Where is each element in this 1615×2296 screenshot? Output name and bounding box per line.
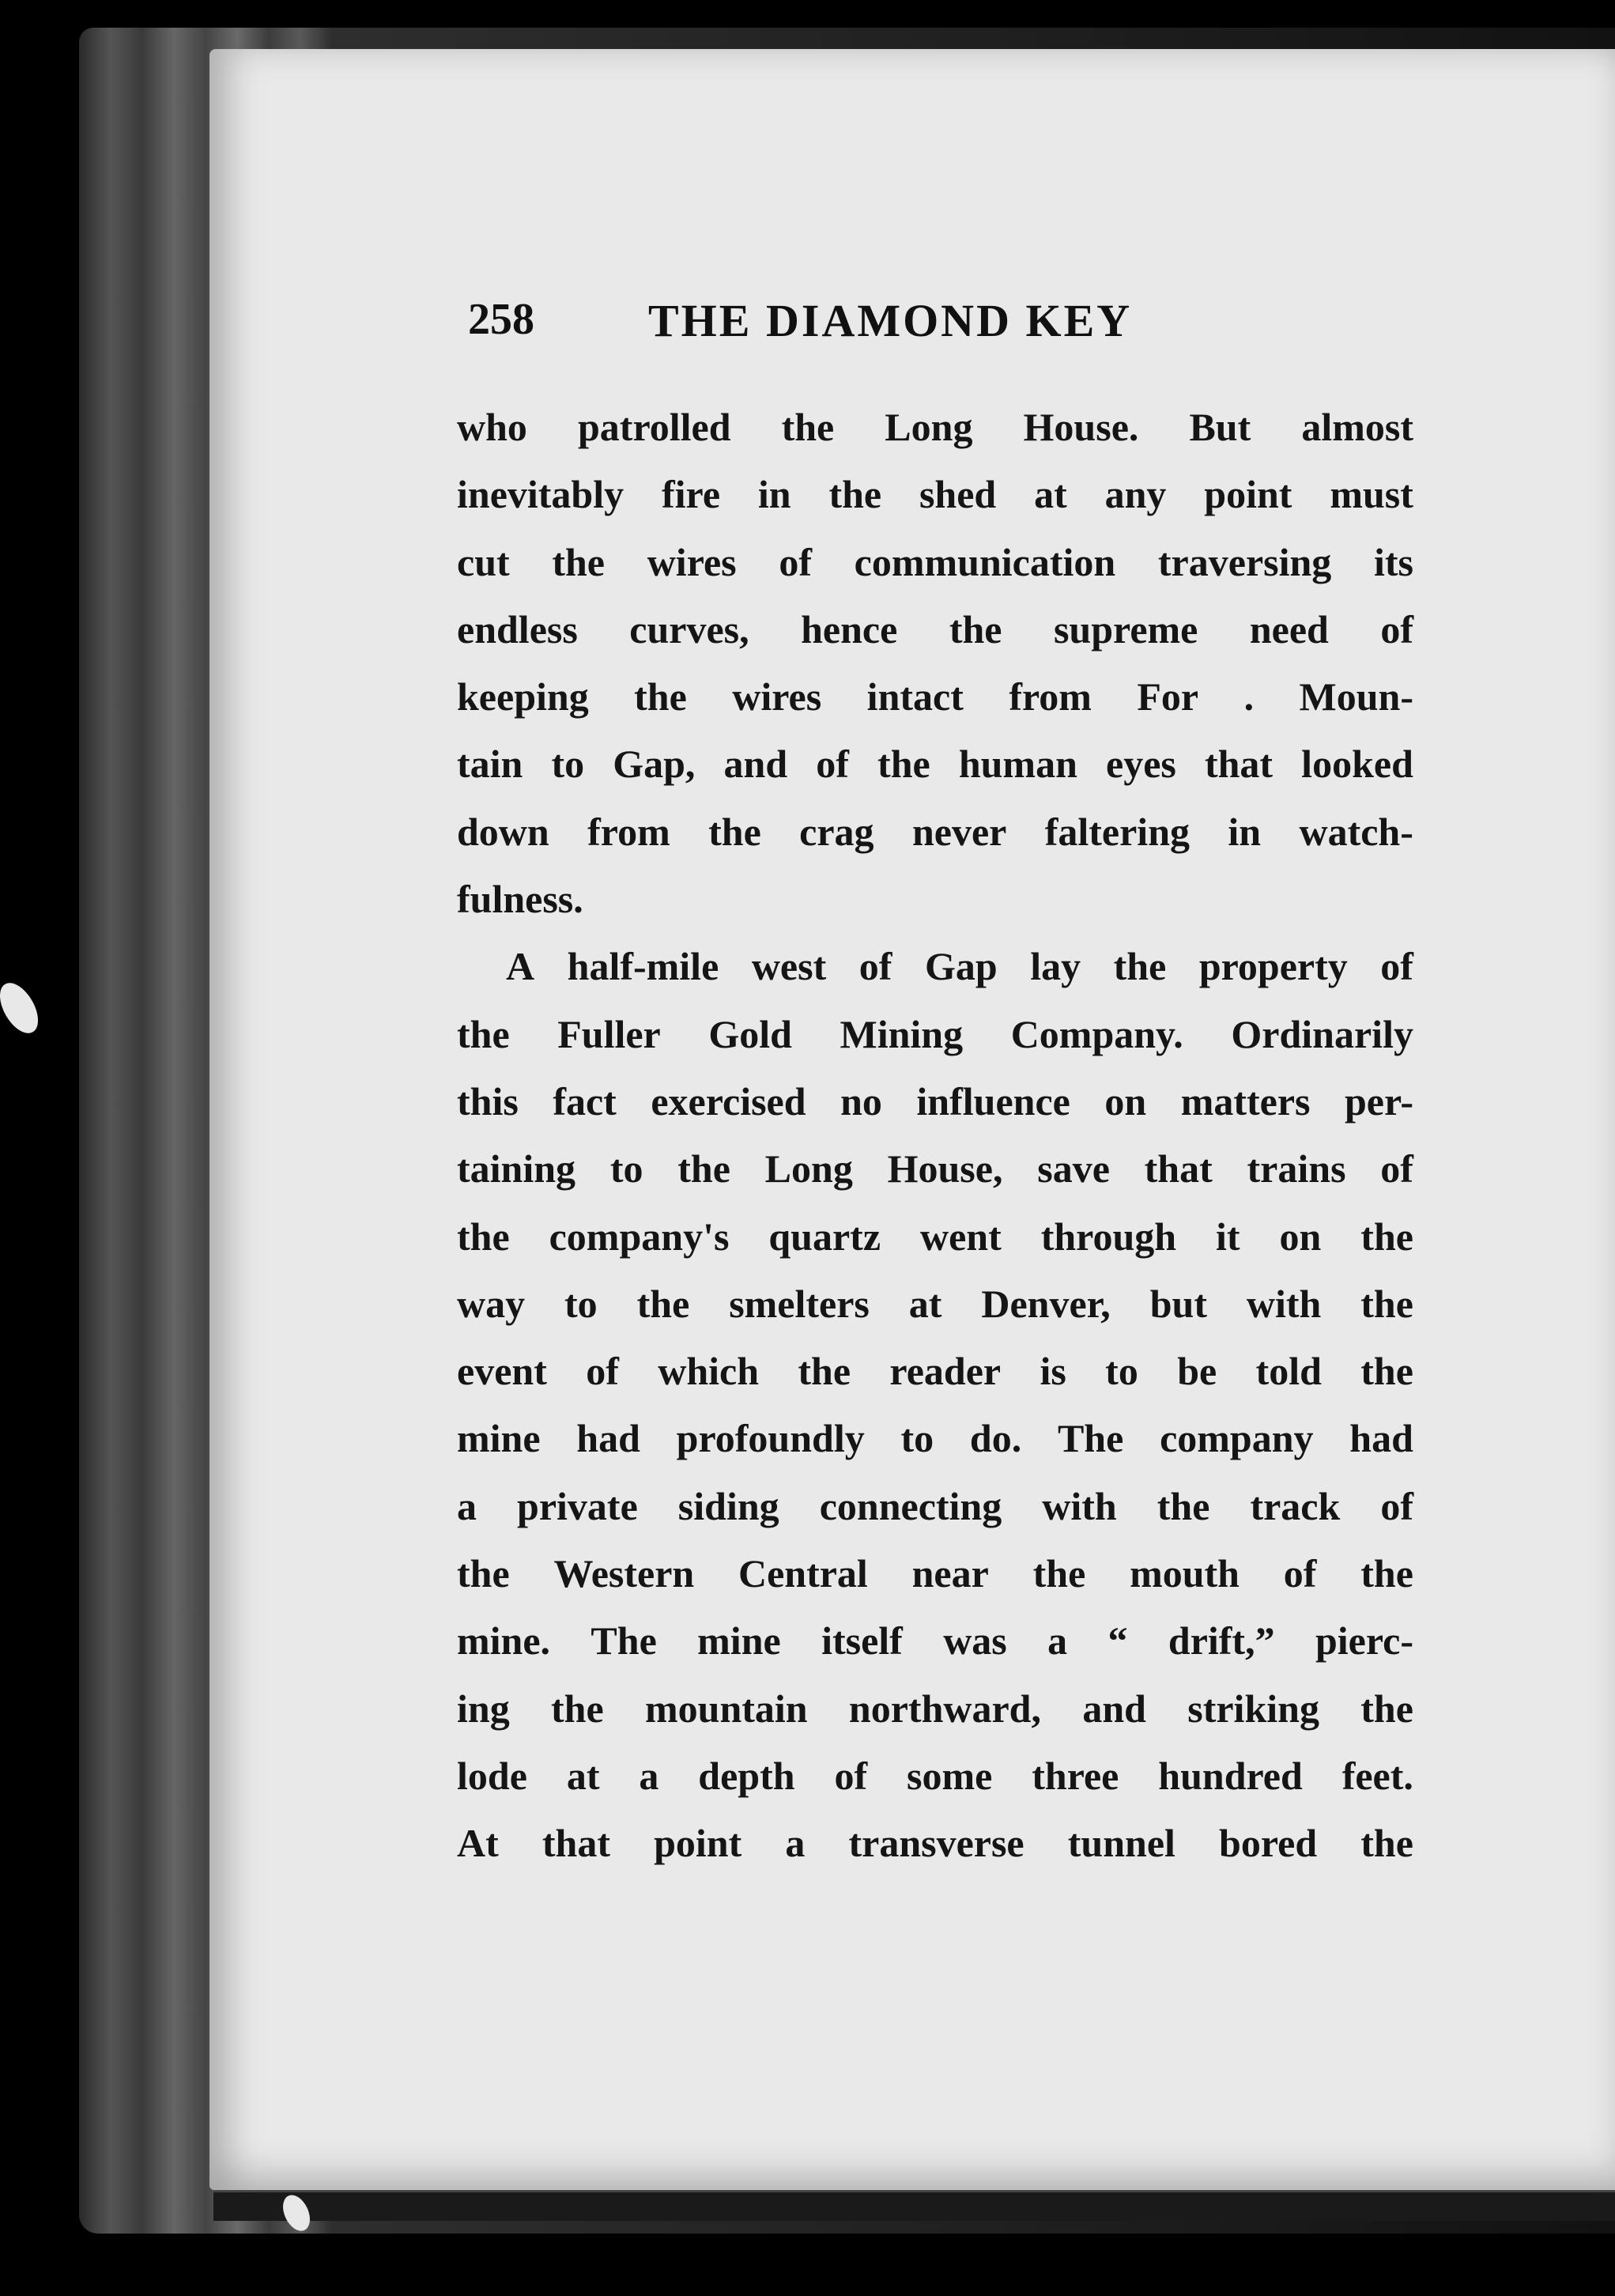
word: wires <box>732 674 822 719</box>
word: transverse <box>848 1821 1024 1866</box>
word: is <box>1040 1349 1066 1394</box>
word: on <box>1279 1214 1322 1259</box>
word: reader <box>889 1349 1002 1394</box>
word: hence <box>801 606 898 651</box>
word: ing <box>457 1686 510 1731</box>
text-line <box>457 799 1413 866</box>
text-line <box>457 529 1413 596</box>
word: event <box>457 1349 547 1394</box>
word: per- <box>1345 1078 1413 1123</box>
word: from <box>587 809 670 854</box>
word: in <box>1228 809 1262 854</box>
word: a <box>1047 1618 1068 1663</box>
word: A <box>506 944 535 989</box>
word: watch- <box>1299 809 1413 854</box>
word: supreme <box>1053 606 1198 651</box>
word: point <box>1204 472 1292 517</box>
word: keeping <box>457 674 589 719</box>
text-line <box>457 1135 1413 1203</box>
word: the <box>877 742 930 787</box>
word: the <box>798 1349 851 1394</box>
text-line: fulness. <box>457 877 583 922</box>
running-title: THE DIAMOND KEY <box>648 295 1133 346</box>
word: of <box>1283 1551 1317 1596</box>
word: drift,” <box>1168 1618 1275 1663</box>
word: through <box>1040 1214 1177 1259</box>
word: Long <box>885 405 973 449</box>
word: mouth <box>1130 1551 1240 1596</box>
word: the <box>1113 944 1167 989</box>
word: Moun- <box>1299 674 1413 719</box>
text-line <box>457 596 1413 663</box>
word: Denver, <box>981 1281 1111 1326</box>
text-line <box>457 1338 1413 1405</box>
word: had <box>1349 1416 1413 1461</box>
word: its <box>1373 539 1413 584</box>
word: to <box>564 1281 598 1326</box>
word: company's <box>549 1214 730 1259</box>
word: west <box>751 944 827 989</box>
word: and <box>1082 1686 1146 1731</box>
word: of <box>1380 1483 1413 1528</box>
word: property <box>1198 944 1348 989</box>
word: almost <box>1301 405 1413 449</box>
word: Gold <box>708 1011 792 1056</box>
word: the <box>457 1214 510 1259</box>
word: Central <box>738 1551 868 1596</box>
word: to <box>900 1416 934 1461</box>
word: The <box>1057 1416 1124 1461</box>
word: need <box>1249 606 1329 651</box>
text-line <box>457 1540 1413 1607</box>
text-line <box>457 933 1413 1000</box>
word: influence <box>916 1078 1070 1123</box>
text-line <box>457 1001 1413 1068</box>
word: at <box>1034 472 1067 517</box>
word: smelters <box>729 1281 870 1326</box>
word: tain <box>457 742 523 787</box>
word: mine. <box>457 1618 551 1663</box>
word: a <box>639 1753 659 1798</box>
text-line <box>457 1271 1413 1338</box>
word: the <box>457 1011 510 1056</box>
word: For <box>1137 674 1199 719</box>
word: with <box>1042 1483 1117 1528</box>
word: fact <box>553 1078 617 1123</box>
word: the <box>781 405 835 449</box>
word: mine <box>457 1416 541 1461</box>
word: way <box>457 1281 526 1326</box>
word: of <box>858 944 892 989</box>
page-number: 258 <box>468 295 534 344</box>
word: trains <box>1247 1146 1346 1191</box>
running-header <box>468 294 1409 349</box>
word: faltering <box>1044 809 1190 854</box>
word: had <box>576 1416 640 1461</box>
word: never <box>911 809 1007 854</box>
word: the <box>1360 1686 1413 1731</box>
word: company <box>1160 1416 1314 1461</box>
word: siding <box>677 1483 779 1528</box>
word: must <box>1330 472 1413 517</box>
word: the <box>1360 1349 1413 1394</box>
word: on <box>1104 1078 1147 1123</box>
word: mine <box>697 1618 781 1663</box>
word: the <box>708 809 761 854</box>
word: the <box>551 1686 604 1731</box>
word: hundred <box>1158 1753 1303 1798</box>
word: northward, <box>848 1686 1041 1731</box>
word: track <box>1250 1483 1341 1528</box>
word: Western <box>553 1551 695 1596</box>
word: mountain <box>644 1686 808 1731</box>
word: and <box>723 742 788 787</box>
text-line <box>457 1675 1413 1743</box>
word: of <box>1380 606 1413 651</box>
word: wires <box>647 539 737 584</box>
word: to <box>1105 1349 1138 1394</box>
text-line <box>457 1743 1413 1810</box>
word: with <box>1246 1281 1322 1326</box>
word: which <box>658 1349 760 1394</box>
word: human <box>958 742 1077 787</box>
word: the <box>677 1146 730 1191</box>
word: private <box>517 1483 638 1528</box>
word: of <box>816 742 849 787</box>
word: to <box>609 1146 643 1191</box>
word: inevitably <box>457 472 624 517</box>
word: down <box>457 809 549 854</box>
word: at <box>566 1753 600 1798</box>
word: that <box>541 1821 610 1866</box>
word: the <box>1032 1551 1086 1596</box>
word: who <box>457 405 527 449</box>
word: curves, <box>629 606 749 651</box>
text-line <box>457 731 1413 798</box>
text-line <box>457 1607 1413 1675</box>
word: shed <box>919 472 997 517</box>
word: Fuller <box>557 1011 661 1056</box>
word: depth <box>698 1753 795 1798</box>
word: point <box>654 1821 742 1866</box>
word: was <box>943 1618 1007 1663</box>
word: a <box>785 1821 806 1866</box>
word: the <box>457 1551 510 1596</box>
word: Mining <box>840 1011 964 1056</box>
word: eyes <box>1106 742 1176 787</box>
text-line <box>457 1068 1413 1135</box>
word: near <box>911 1551 989 1596</box>
word: this <box>457 1078 519 1123</box>
word: Company. <box>1010 1011 1183 1056</box>
word: that <box>1204 742 1274 787</box>
word: fire <box>662 472 721 517</box>
word: Long <box>764 1146 853 1191</box>
word: striking <box>1187 1686 1319 1731</box>
word: the <box>1360 1281 1413 1326</box>
word: “ <box>1107 1618 1128 1663</box>
word: told <box>1255 1349 1322 1394</box>
word: to <box>551 742 585 787</box>
word: patrolled <box>577 405 731 449</box>
word: the <box>1157 1483 1210 1528</box>
word: taining <box>457 1146 576 1191</box>
word: House. <box>1023 405 1139 449</box>
word: the <box>1360 1821 1413 1866</box>
word: feet. <box>1341 1753 1413 1798</box>
word: itself <box>821 1618 903 1663</box>
text-line <box>457 1405 1413 1472</box>
word: intact <box>866 674 964 719</box>
word: matters <box>1180 1078 1311 1123</box>
word: three <box>1032 1753 1119 1798</box>
word: bored <box>1219 1821 1318 1866</box>
word: save <box>1037 1146 1110 1191</box>
word: but <box>1149 1281 1207 1326</box>
word: at <box>908 1281 942 1326</box>
word: some <box>907 1753 993 1798</box>
word: of <box>779 539 812 584</box>
text-line <box>457 1473 1413 1540</box>
word: profoundly <box>676 1416 865 1461</box>
word: it <box>1216 1214 1240 1259</box>
word: half-mile <box>567 944 719 989</box>
word: of <box>586 1349 619 1394</box>
word: House, <box>887 1146 1003 1191</box>
word: lay <box>1030 944 1081 989</box>
word: crag <box>799 809 874 854</box>
text-line <box>457 1810 1413 1877</box>
word: the <box>634 674 687 719</box>
word: of <box>1380 1146 1413 1191</box>
word: of <box>834 1753 868 1798</box>
body-text <box>457 394 1413 1878</box>
word: But <box>1189 405 1251 449</box>
word: cut <box>457 539 510 584</box>
word: endless <box>457 606 578 651</box>
word: Ordinarily <box>1231 1011 1413 1056</box>
word: exercised <box>651 1078 806 1123</box>
word: Gap, <box>613 742 696 787</box>
word: the <box>828 472 882 517</box>
word: the <box>552 539 605 584</box>
word: of <box>1380 944 1413 989</box>
word: At <box>457 1821 499 1866</box>
word: The <box>591 1618 657 1663</box>
word: the <box>1360 1214 1413 1259</box>
word: any <box>1104 472 1167 517</box>
text-line <box>457 394 1413 461</box>
word: the <box>1360 1551 1413 1596</box>
word: that <box>1144 1146 1213 1191</box>
margin-stain <box>0 976 46 1040</box>
word: traversing <box>1157 539 1332 584</box>
word: the <box>636 1281 690 1326</box>
word: no <box>840 1078 882 1123</box>
word: in <box>757 472 791 517</box>
word: looked <box>1301 742 1413 787</box>
book-bottom-edge <box>213 2190 1615 2221</box>
word: a <box>457 1483 477 1528</box>
text-line <box>457 1203 1413 1271</box>
text-line <box>457 461 1413 528</box>
word: . <box>1243 674 1255 719</box>
word: communication <box>854 539 1116 584</box>
word: be <box>1177 1349 1217 1394</box>
word: the <box>949 606 1002 651</box>
word: connecting <box>819 1483 1002 1528</box>
word: quartz <box>768 1214 881 1259</box>
word: went <box>919 1214 1002 1259</box>
word: do. <box>969 1416 1022 1461</box>
word: from <box>1009 674 1092 719</box>
text-line <box>457 663 1413 731</box>
word: lode <box>457 1753 527 1798</box>
word: pierc- <box>1315 1618 1413 1663</box>
word: tunnel <box>1067 1821 1175 1866</box>
word: Gap <box>924 944 998 989</box>
